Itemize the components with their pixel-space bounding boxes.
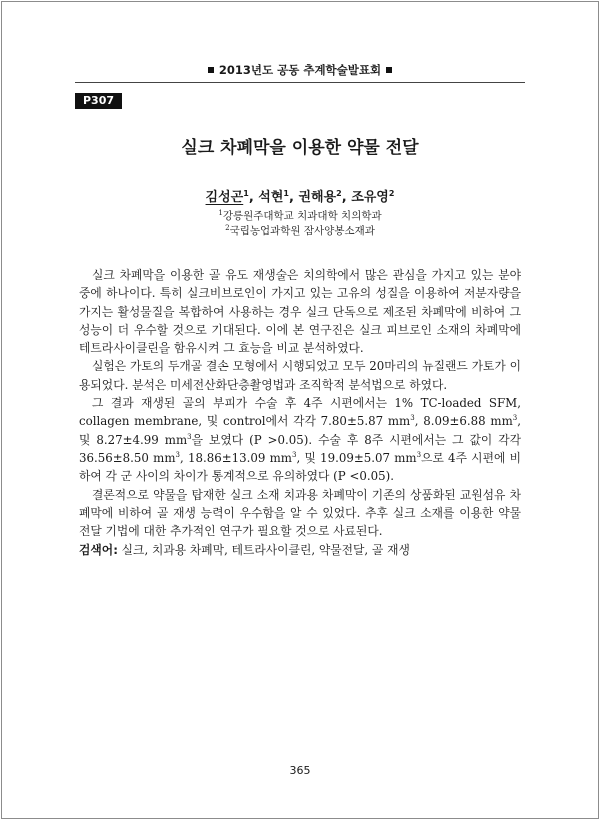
- abstract-paragraph: 실크 차폐막을 이용한 골 유도 재생술은 치의학에서 많은 관심을 가지고 있는 분야 중에 하나이다. 특히 실크비브로인이 가지고 있는 고유의 성질을 이용하여 저분자량을 가지는 활성물질을 복합하여 사용하는 경우 실크 단독으로 제조된 차폐막에 비하여 그 성능이 더 우수할 것으로 기대된다. 이에 본 연구진은 실크 피브로인 소재의 차폐막에 테트라사이클린을 함유시켜 그 효능을 비교 분석하였다.: [79, 268, 521, 356]
- square-bullet-icon: [386, 67, 392, 73]
- keywords-line: [79, 541, 521, 558]
- author-affil-mark: 1: [243, 189, 249, 198]
- affiliation-number: 1: [218, 209, 223, 217]
- affiliation-line: [0, 223, 600, 238]
- header-rule: [75, 82, 525, 83]
- affiliation-text: 강릉원주대학교 치과대학 치의학과: [222, 210, 382, 222]
- author-name: 석현: [258, 190, 284, 205]
- abstract-paragraph: 실험은 가토의 두개골 결손 모형에서 시행되었고 모두 20마리의 뉴질랜드 가토가 이용되었다. 분석은 미세전산화단층촬영법과 조직학적 분석법으로 하였다.: [79, 359, 521, 392]
- author-list: 김성곤$^1$, 석현$^1$, 권해용$^2$, 조유영$^2$: [205, 189, 395, 205]
- author-affil-mark: 2: [336, 189, 342, 198]
- conference-header: [0, 62, 600, 78]
- affiliation-line: [0, 208, 600, 223]
- abstract-paragraph: 결론적으로 약물을 탑재한 실크 소재 치과용 차폐막이 기존의 상품화된 교원섬유 차폐막에 비하여 골 재생 능력이 우수함을 알 수 있었다. 추후 실크 소재를 이용한 약물 전달 기법에 대한 추가적인 연구가 필요할 것으로 사료된다.: [79, 487, 521, 539]
- author-affil-mark: 2: [388, 189, 395, 198]
- conference-name: 2013년도 공동 추계학술발표회: [218, 63, 382, 77]
- square-bullet-icon: [208, 67, 214, 73]
- abstract-body: [79, 266, 521, 540]
- abstract-paragraph-results: 그 결과 재생된 골의 부피가 수술 후 4주 시편에서는 1% TC-loaded SFM, collagen membrane, 및 control에서 각각 7.80±5.87 $mm^3$, 8.09±6.88 $mm^3$, 및 8.27±4.99 $mm^3$을 보였다 (P >0.05). 수술 후 8주 시편에서는 그 값이 각각 36.56±8.50 $mm^3$, 18.86±13.09 $mm^3$, 및 19.09±5.07 $mm^3$으로 4주 시편에 비하여 각 군 사이의 차이가 통계적으로 유의하였다 (P <0.05).: [79, 396, 521, 484]
- keywords-label: 검색어:: [79, 543, 118, 557]
- affiliation-text: 국립농업과학원 잠사양봉소재과: [229, 225, 375, 237]
- page-number: 365: [289, 764, 311, 777]
- keywords-text: 실크, 치과용 차폐막, 테트라사이클린, 약물전달, 골 재생: [121, 543, 410, 557]
- affiliation-number: 2: [225, 224, 230, 232]
- author-affil-mark: 1: [283, 189, 289, 198]
- author-name: 권해용: [298, 190, 337, 205]
- author-name: 조유영: [351, 190, 389, 205]
- paper-code-badge: P307: [75, 93, 122, 109]
- author-name: 김성곤: [205, 190, 244, 205]
- paper-title: 실크 차폐막을 이용한 약물 전달: [181, 138, 419, 158]
